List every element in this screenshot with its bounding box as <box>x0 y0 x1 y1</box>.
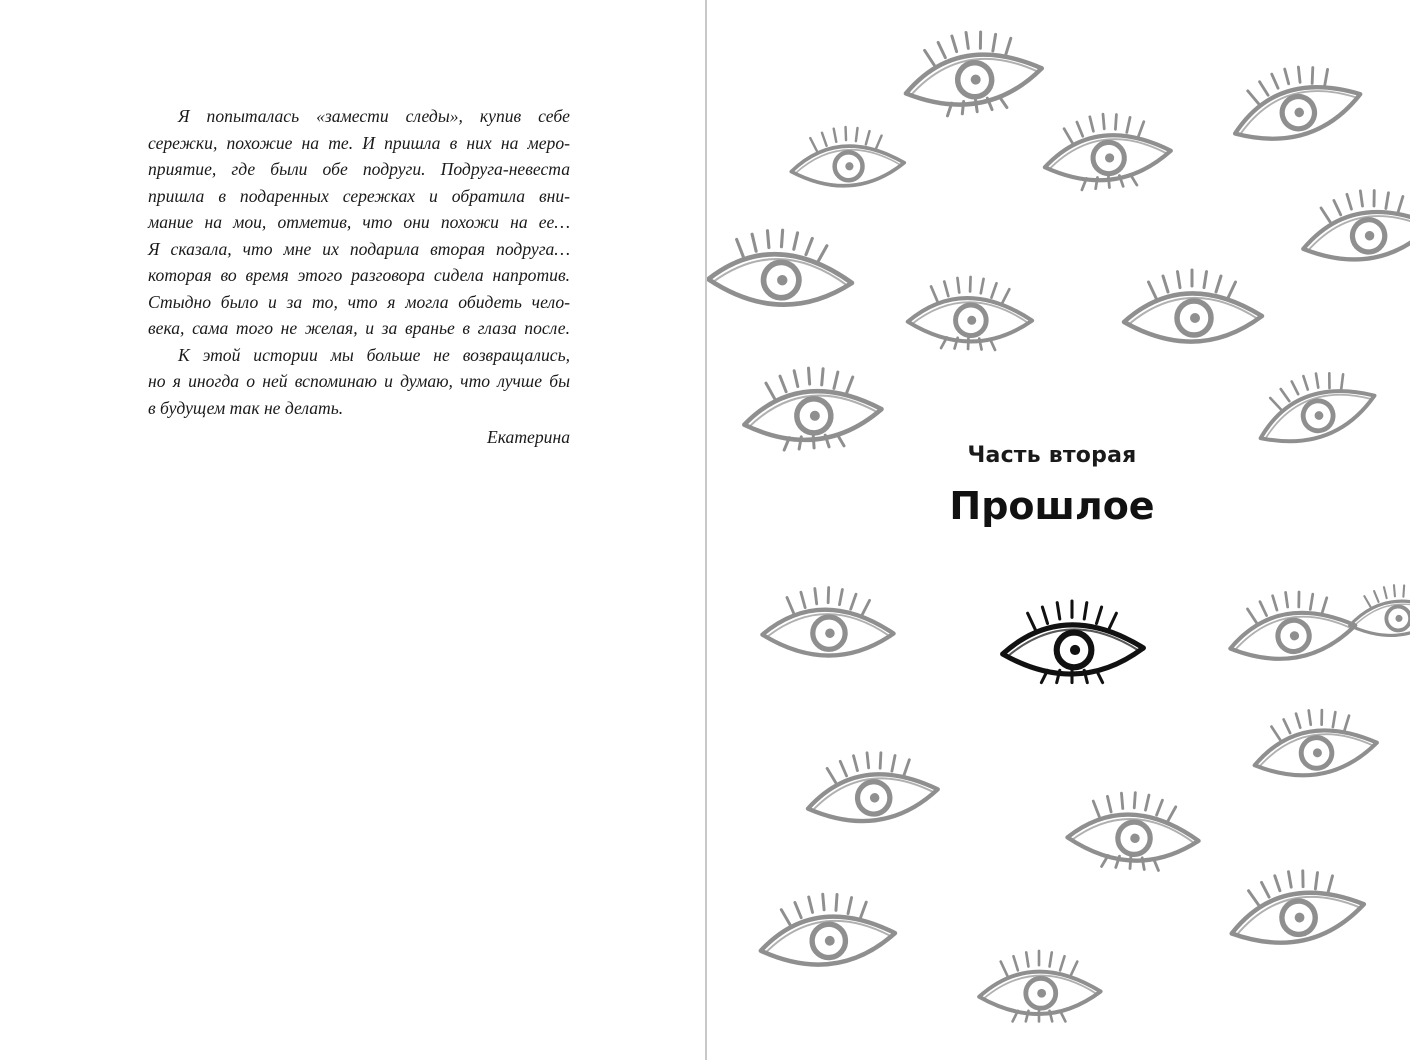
right-page <box>707 0 1410 1060</box>
eye-icon <box>762 585 895 658</box>
eye-icon <box>1347 581 1410 639</box>
story-text <box>148 103 570 421</box>
eye-icon <box>803 746 940 827</box>
text-line-12: в будущем так не делать. <box>148 397 344 418</box>
eye-icon <box>1223 860 1368 953</box>
eye-icon <box>899 23 1047 121</box>
eyes-illustration <box>707 0 1410 1060</box>
text-line-6: Я сказала, что мне их подарила вторая подруга… <box>148 238 570 259</box>
eye-icon <box>1296 182 1410 268</box>
eye-icon <box>1222 52 1366 152</box>
text-line-10: К этой истории мы больше не возвращались, <box>178 344 570 365</box>
eye-icon <box>1246 357 1381 454</box>
eye-icon <box>741 363 884 452</box>
eye-icon <box>790 125 905 188</box>
eye-icon <box>1248 702 1380 783</box>
signature: Екатерина <box>487 427 570 447</box>
eye-icon <box>1124 270 1262 342</box>
text-line-8: Стыдно было и за то, что я могла обидеть чело- <box>148 291 570 312</box>
text-line-11: но я иногда о ней вспоминаю и думаю, что лучше бы <box>148 371 570 391</box>
eye-icon <box>1041 109 1174 193</box>
eye-icon <box>1066 788 1202 873</box>
eye-icon <box>1224 583 1359 666</box>
text-line-7: которая во время этого разговора сидела напротив. <box>148 265 570 285</box>
text-line-9: века, сама того не желая, и за вранье в глаза после. <box>148 318 570 338</box>
text-line-2: сережки, похожие на те. И пришла в них на меро- <box>148 132 570 153</box>
eye-icon <box>907 275 1034 351</box>
part-label: Часть вторая <box>967 443 1137 468</box>
text-line-5: мание на мои, отметив, что они похожи на ее… <box>148 212 570 232</box>
text-line-1: Я попыталась «замести следы», купив себе <box>178 106 570 126</box>
eye-icon <box>707 225 855 309</box>
text-line-4: пришла в подаренных сережках и обратила вни- <box>148 185 570 206</box>
eye-icon <box>1003 601 1144 683</box>
text-line-3: приятие, где были обе подруги. Подруга-невеста <box>148 159 570 179</box>
eye-icon <box>756 888 897 970</box>
part-title: Прошлое <box>949 484 1155 528</box>
eye-icon <box>979 951 1100 1021</box>
